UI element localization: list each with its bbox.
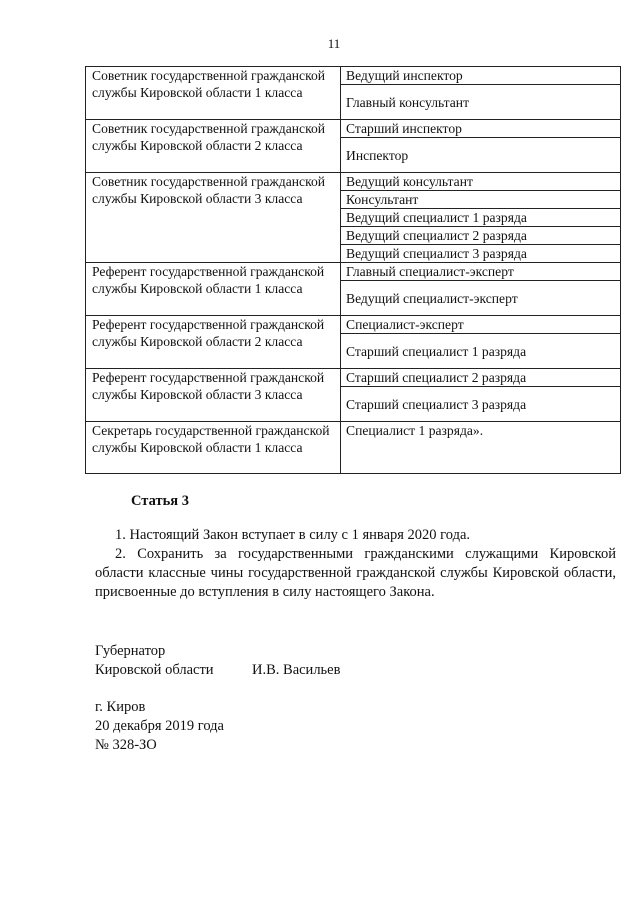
rank-cell: Референт государственной гражданской службы Кировской области 2 класса bbox=[86, 316, 341, 369]
position-cell: Специалист 1 разряда». bbox=[341, 422, 621, 474]
paragraph-1: 1. Настоящий Закон вступает в силу с 1 января 2020 года. bbox=[115, 527, 471, 543]
position-cell: Ведущий специалист 1 разряда bbox=[341, 209, 621, 227]
paragraph-2: 2. Сохранить за государственными гражданскими служащими Кировской области классные чины государственной гражданской службы Кировской области, присвоенные до вступления в силу настоящего Закона. bbox=[95, 546, 616, 600]
position-cell: Старший специалист 2 разряда bbox=[341, 369, 621, 387]
position-cell: Ведущий специалист-эксперт bbox=[341, 281, 621, 316]
position-cell: Главный специалист-эксперт bbox=[341, 263, 621, 281]
position-cell: Специалист-эксперт bbox=[341, 316, 621, 334]
table-row bbox=[86, 422, 621, 474]
signatory-name: И.В. Васильев bbox=[252, 662, 341, 678]
position-cell: Ведущий консультант bbox=[341, 173, 621, 191]
table-row bbox=[86, 369, 621, 387]
rank-cell: Референт государственной гражданской службы Кировской области 1 класса bbox=[86, 263, 341, 316]
position-cell: Инспектор bbox=[341, 138, 621, 173]
position-cell: Старший специалист 1 разряда bbox=[341, 334, 621, 369]
rank-cell: Советник государственной гражданской службы Кировской области 1 класса bbox=[86, 67, 341, 120]
signing-city: г. Киров bbox=[95, 699, 146, 715]
position-cell: Старший инспектор bbox=[341, 120, 621, 138]
position-cell: Ведущий инспектор bbox=[341, 67, 621, 85]
rank-cell: Советник государственной гражданской службы Кировской области 2 класса bbox=[86, 120, 341, 173]
page-number: 11 bbox=[327, 36, 341, 51]
table-row bbox=[86, 67, 621, 85]
signatory-region: Кировской области bbox=[95, 662, 214, 678]
rank-cell: Секретарь государственной гражданской службы Кировской области 1 класса bbox=[86, 422, 341, 474]
article-heading: Статья 3 bbox=[131, 493, 189, 509]
law-number: № 328-ЗО bbox=[95, 737, 157, 753]
rank-cell: Советник государственной гражданской службы Кировской области 3 класса bbox=[86, 173, 341, 263]
rank-cell: Референт государственной гражданской службы Кировской области 3 класса bbox=[86, 369, 341, 422]
table-row bbox=[86, 120, 621, 138]
signatory-title: Губернатор bbox=[95, 643, 166, 659]
signing-date: 20 декабря 2019 года bbox=[95, 718, 224, 734]
table-row bbox=[86, 316, 621, 334]
rank-position-table bbox=[85, 66, 621, 474]
position-cell: Старший специалист 3 разряда bbox=[341, 387, 621, 422]
position-cell: Консультант bbox=[341, 191, 621, 209]
position-cell: Ведущий специалист 2 разряда bbox=[341, 227, 621, 245]
table-row bbox=[86, 173, 621, 191]
position-cell: Главный консультант bbox=[341, 85, 621, 120]
table-row bbox=[86, 263, 621, 281]
position-cell: Ведущий специалист 3 разряда bbox=[341, 245, 621, 263]
